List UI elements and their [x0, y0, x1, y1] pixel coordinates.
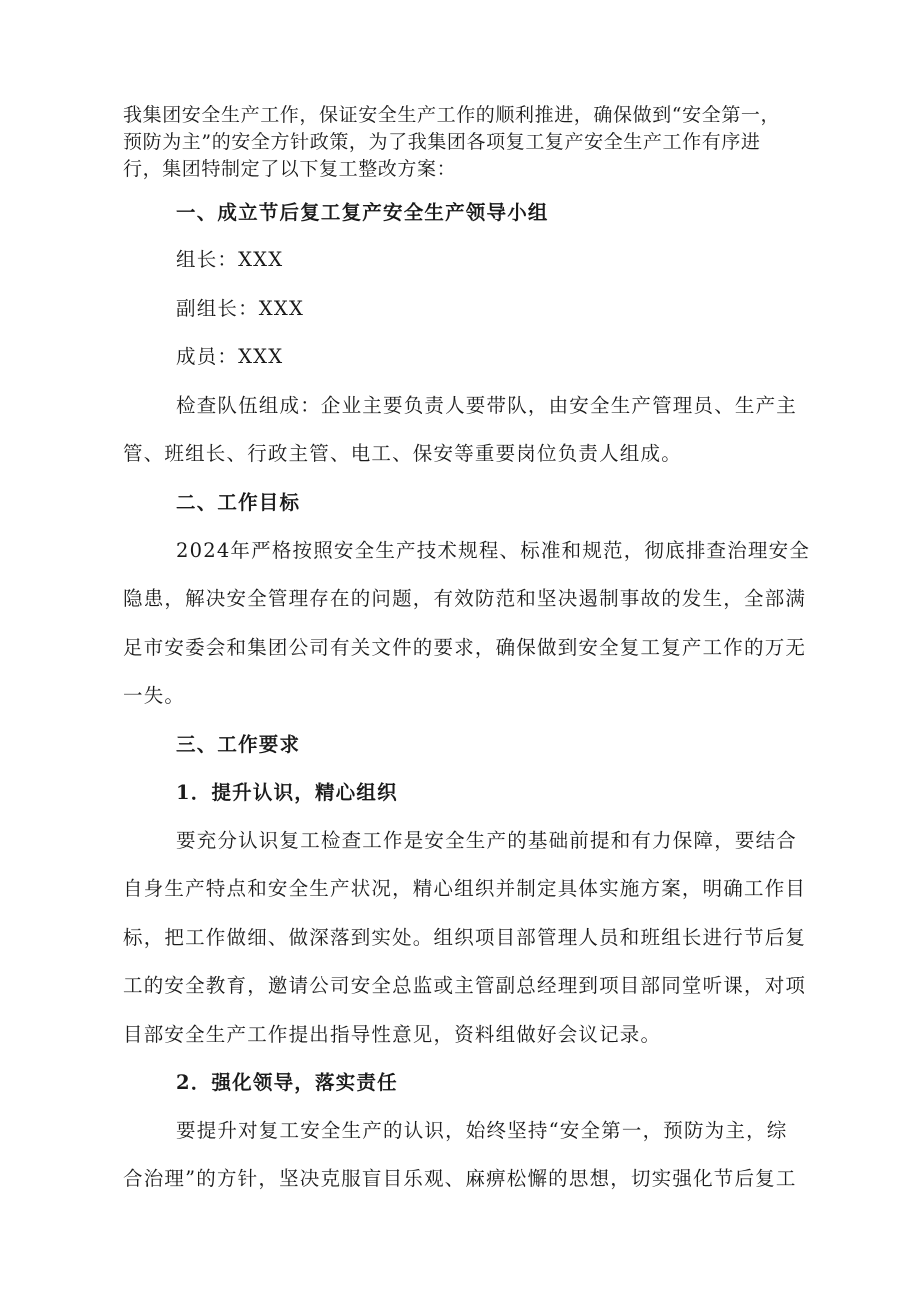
team-line-1: 检查队伍组成：企业主要负责人要带队，由安全生产管理员、生产主 — [176, 394, 798, 417]
section-heading-2: 二、工作目标 — [176, 491, 301, 514]
section-heading-1: 一、成立节后复工复产安全生产领导小组 — [176, 201, 549, 224]
team-line-2: 管、班组长、行政主管、电工、保安等重要岗位负责人组成。 — [123, 442, 682, 465]
requirement2-line-2: 合治理”的方针，坚决克服盲目乐观、麻痹松懈的思想，切实强化节后复工 — [123, 1167, 797, 1190]
deputy-leader-line: 副组长：XXX — [176, 297, 305, 320]
requirement1-line-3: 标，把工作做细、做深落到实处。组织项目部管理人员和班组长进行节后复 — [123, 926, 807, 949]
subheading-1: 1．提升认识，精心组织 — [176, 781, 398, 804]
goal-line-2: 隐患，解决安全管理存在的问题，有效防范和坚决遏制事故的发生，全部满 — [123, 587, 807, 610]
goal-line-1: 2024年严格按照安全生产技术规程、标准和规范，彻底排查治理安全 — [176, 539, 811, 562]
leader-line: 组长：XXX — [176, 248, 284, 271]
members-line: 成员：XXX — [176, 345, 284, 368]
section-heading-3: 三、工作要求 — [176, 733, 301, 756]
requirement1-line-2: 自身生产特点和安全生产状况，精心组织并制定具体实施方案，明确工作目 — [123, 877, 807, 900]
subheading-2: 2．强化领导，落实责任 — [176, 1071, 398, 1094]
requirement1-line-1: 要充分认识复工检查工作是安全生产的基础前提和有力保障，要结合 — [176, 829, 798, 852]
intro-line-3: 行，集团特制定了以下复工整改方案： — [123, 158, 457, 180]
requirement1-line-5: 目部安全生产工作提出指导性意见，资料组做好会议记录。 — [123, 1023, 662, 1046]
intro-line-2: 预防为主”的安全方针政策，为了我集团各项复工复产安全生产工作有序进 — [123, 131, 761, 153]
requirement2-line-1: 要提升对复工安全生产的认识，始终坚持“安全第一，预防为主，综 — [176, 1119, 788, 1142]
goal-line-4: 一失。 — [123, 684, 186, 707]
intro-line-1: 我集团安全生产工作，保证安全生产工作的顺利推进，确保做到“安全第一， — [123, 104, 781, 126]
goal-line-3: 足市安委会和集团公司有关文件的要求，确保做到安全复工复产工作的万无 — [123, 636, 807, 659]
requirement1-line-4: 工的安全教育，邀请公司安全总监或主管副总经理到项目部同堂听课，对项 — [123, 974, 807, 997]
